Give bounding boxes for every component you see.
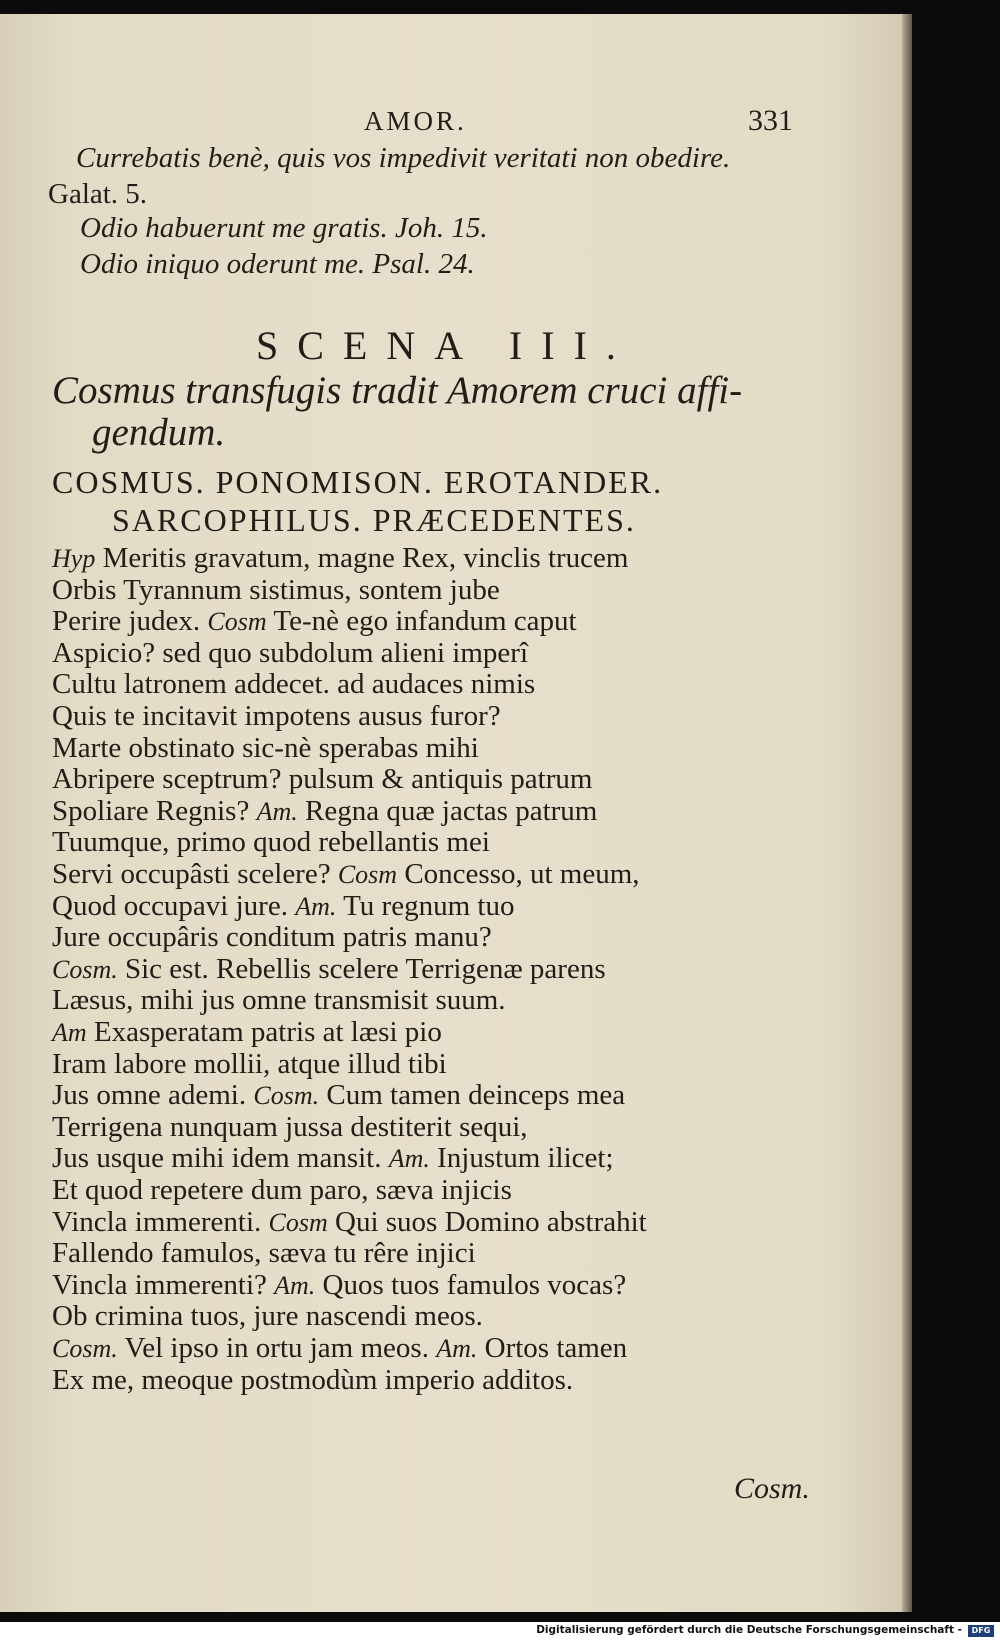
dramatis-personae-line: COSMUS. PONOMISON. EROTANDER. [52, 464, 664, 500]
verse-text: Exasperatam patris at læsi pio [86, 1016, 442, 1048]
verse-text: Quis te incitavit impotens ausus furor? [52, 700, 501, 732]
verse-text: Iram labore mollii, atque illud tibi [52, 1047, 447, 1080]
scene-argument-line: Cosmus transfugis tradit Amorem cruci affi- [52, 369, 743, 412]
verse-line [52, 1332, 627, 1365]
verse-text: Læsus, mihi jus omne transmisit suum. [52, 984, 506, 1017]
verse-text: Vincla immerenti. [52, 1205, 269, 1238]
verse-text: Tu regnum tuo [336, 889, 515, 922]
scene-argument-line: gendum. [92, 411, 226, 454]
scene-title: SCENA III. [256, 323, 635, 368]
quote-line: Odio habuerunt me gratis. Joh. 15. [80, 212, 488, 244]
verse-line [52, 1016, 442, 1049]
verse-line [52, 1237, 476, 1270]
verse-text: Meritis gravatum, magne Rex, vinclis trucem [95, 542, 629, 574]
speaker-abbrev: Am. [256, 796, 298, 826]
verse-text: Regna quæ jactas patrum [297, 794, 598, 827]
speaker-abbrev: Cosm [268, 1207, 328, 1237]
verse-line [52, 700, 501, 733]
verse-line [52, 605, 577, 638]
verse-text: Vel ipso in ortu jam meos. [117, 1332, 437, 1364]
verse-text: Quod occupavi jure. [52, 889, 296, 922]
catchword: Cosm. [734, 1472, 810, 1505]
speaker-abbrev: Cosm. [52, 1334, 118, 1363]
verse-text: Cum tamen deinceps mea [319, 1079, 626, 1112]
verse-line [52, 953, 606, 986]
speaker-abbrev: Cosm. [253, 1081, 320, 1111]
verse-text: Servi occupâsti scelere? [52, 858, 338, 890]
speaker-abbrev: Am. [274, 1270, 316, 1300]
speaker-abbrev: Hyp [52, 544, 96, 573]
speaker-abbrev: Cosm [207, 607, 267, 637]
verse-text: Tuumque, primo quod rebellantis mei [52, 826, 490, 859]
verse-line [52, 826, 490, 859]
verse-line [52, 1048, 447, 1081]
speaker-abbrev: Am. [436, 1334, 478, 1363]
verse-line [52, 637, 528, 670]
verse-line [52, 1111, 528, 1144]
page-edge [902, 14, 912, 1612]
speaker-abbrev: Am [52, 1018, 87, 1047]
verse-line [52, 1300, 483, 1333]
verse-line [52, 1269, 626, 1302]
verse-text: Terrigena nunquam jussa destiterit sequi, [52, 1110, 528, 1143]
quote-line: Galat. 5. [48, 178, 148, 210]
verse-text: Ob crimina tuos, jure nascendi meos. [52, 1300, 483, 1333]
dramatis-personae-line: SARCOPHILUS. PRÆCEDENTES. [112, 502, 636, 538]
verse-line [52, 795, 597, 828]
verse-line [52, 1142, 614, 1175]
dfg-logo-icon: DFG [968, 1625, 994, 1637]
quote-line: Currebatis benè, quis vos impedivit veritati non obedire. [76, 142, 731, 174]
page-number: 331 [748, 104, 793, 137]
verse-line [52, 1079, 625, 1112]
verse-text: Marte obstinato sic-nè sperabas mihi [52, 731, 479, 764]
verse-line [52, 858, 640, 891]
verse-text: Concesso, ut meum, [397, 858, 640, 890]
verse-text: Ortos tamen [477, 1332, 628, 1364]
quote-line: Odio iniquo oderunt me. Psal. 24. [80, 248, 475, 280]
verse-text: Quos tuos famulos vocas? [315, 1268, 627, 1301]
verse-line [52, 890, 514, 923]
verse-line [52, 574, 500, 607]
verse-line [52, 1364, 573, 1397]
footer-banner [0, 1622, 1000, 1640]
verse-line [52, 984, 506, 1017]
verse-text: Vincla immerenti? [52, 1268, 275, 1301]
verse-line [52, 763, 592, 796]
book-page [0, 14, 902, 1612]
verse-text: Sic est. Rebellis scelere Terrigenæ parens [117, 952, 606, 985]
verse-text: Jus usque mihi idem mansit. [52, 1142, 389, 1175]
verse-text: Jure occupâris conditum patris manu? [52, 921, 492, 954]
verse-text: Orbis Tyrannum sistimus, sontem jube [52, 573, 500, 606]
speaker-abbrev: Am. [388, 1144, 430, 1174]
verse-text: Aspicio? sed quo subdolum alieni imperî [52, 636, 529, 669]
verse-text: Jus omne ademi. [52, 1079, 254, 1112]
verse-text: Te-nè ego infandum caput [266, 605, 577, 638]
speaker-abbrev: Am. [295, 891, 337, 921]
verse-text: Spoliare Regnis? [52, 794, 257, 827]
verse-text: Abripere sceptrum? pulsum & antiquis patrum [52, 763, 593, 796]
verse-line [52, 1206, 647, 1239]
verse-text: Fallendo famulos, sæva tu rêre injici [52, 1237, 476, 1270]
speaker-abbrev: Cosm [337, 860, 398, 889]
verse-text: Ex me, meoque postmodùm imperio additos. [52, 1363, 574, 1396]
verse-text: Qui suos Domino abstrahit [327, 1205, 647, 1238]
verse-text: Injustum ilicet; [429, 1142, 614, 1175]
verse-text: Perire judex. [52, 605, 208, 638]
verse-line [52, 732, 479, 765]
verse-line [52, 668, 535, 701]
running-head: AMOR. [364, 106, 467, 136]
verse-line [52, 542, 628, 575]
verse-text: Cultu latronem addecet. ad audaces nimis [52, 668, 536, 701]
verse-text: Et quod repetere dum paro, sæva injicis [52, 1174, 512, 1206]
footer-banner-text: Digitalisierung gefördert durch die Deutsche Forschungsgemeinschaft - [536, 1624, 962, 1636]
speaker-abbrev: Cosm. [52, 954, 118, 984]
verse-line [52, 1174, 512, 1207]
verse-line [52, 921, 492, 954]
